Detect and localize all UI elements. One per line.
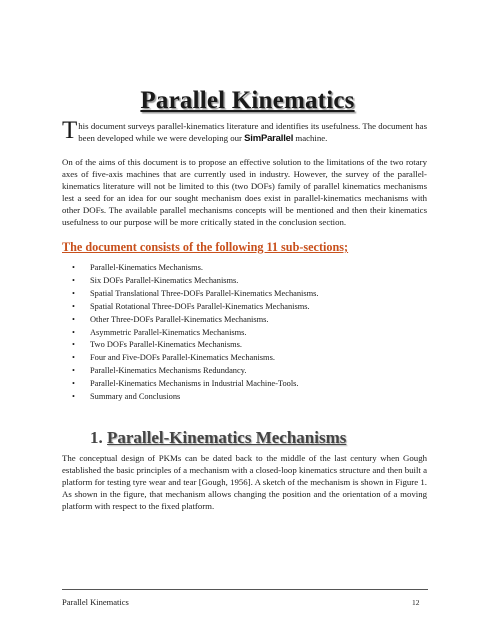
list-item-label: Asymmetric Parallel-Kinematics Mechanisms. [90, 327, 247, 337]
list-item [62, 288, 319, 301]
section-title: Parallel-Kinematics Mechanisms [107, 428, 347, 447]
list-item [62, 314, 319, 327]
list-item [62, 339, 319, 352]
subsections-heading: The document consists of the following 11 sub-sections; [62, 240, 349, 254]
intro-text-end: machine. [293, 133, 328, 143]
list-item-label: Six DOFs Parallel-Kinematics Mechanisms. [90, 275, 239, 285]
drop-cap: T [62, 117, 78, 144]
list-item [62, 262, 319, 275]
list-item [62, 391, 319, 404]
subsections-list [62, 262, 319, 404]
page-number: 12 [412, 598, 420, 607]
list-item-label: Two DOFs Parallel-Kinematics Mechanisms. [90, 340, 242, 350]
bullet-icon: • [72, 366, 75, 376]
footer-divider [62, 589, 428, 590]
bullet-icon: • [72, 275, 75, 285]
list-item [62, 275, 319, 288]
aims-paragraph: On of the aims of this document is to propose an effective solution to the limitations of the two rotary axes of five-axis machines that are currently used in industry. However, the survey of the parallel-kinematics literature will not be limited to this (two DOFs) family of parallel kinematics mechanisms lest a seed for an idea for our sought mechanism does exist in parallel-kinematics mechanisms with other DOFs. The available parallel mechanisms concepts will be mentioned and then their kinematics usefulness to our purpose will be more critically stated in the conclusion section. [62, 157, 427, 227]
section-number: 1. [90, 428, 103, 447]
footer-title: Parallel Kinematics [62, 597, 129, 607]
bullet-icon: • [72, 314, 75, 324]
list-item-label: Parallel-Kinematics Mechanisms. [90, 263, 204, 272]
intro-paragraph [62, 117, 427, 145]
page-title: Parallel Kinematics [140, 86, 355, 114]
bullet-icon: • [72, 263, 75, 272]
list-item-label: Summary and Conclusions [90, 392, 181, 402]
bullet-icon: • [72, 392, 75, 402]
list-item [62, 301, 319, 314]
simparallel-logo: SimParallel [244, 133, 294, 144]
list-item-label: Spatial Rotational Three-DOFs Parallel-Kinematics Mechanisms. [90, 301, 310, 311]
list-item [62, 352, 319, 365]
list-item [62, 378, 319, 391]
list-item-label: Spatial Translational Three-DOFs Parallel-Kinematics Mechanisms. [90, 288, 319, 298]
list-item [62, 365, 319, 378]
intro-text: his document surveys parallel-kinematics literature and identifies its usefulness. The document has been developed while we were developing our [78, 121, 427, 143]
bullet-icon: • [72, 379, 75, 389]
list-item-label: Parallel-Kinematics Mechanisms Redundancy. [90, 366, 247, 376]
list-item-label: Parallel-Kinematics Mechanisms in Industrial Machine-Tools. [90, 379, 299, 389]
bullet-icon: • [72, 327, 75, 337]
bullet-icon: • [72, 288, 75, 298]
bullet-icon: • [72, 340, 75, 350]
bullet-icon: • [72, 353, 75, 363]
list-item [62, 327, 319, 340]
list-item-label: Four and Five-DOFs Parallel-Kinematics Mechanisms. [90, 353, 275, 363]
list-item-label: Other Three-DOFs Parallel-Kinematics Mechanisms. [90, 314, 269, 324]
section-1-body: The conceptual design of PKMs can be dated back to the middle of the last century when Gough established the basic principles of a mechanism with a closed-loop kinematics structure and then built a platform for testing tyre wear and tear [Gough, 1956]. A sketch of the mechanism is shown in Figure 1. As shown in the figure, that mechanism allows changing the position and the orientation of a moving platform with respect to the fixed platform. [62, 453, 427, 511]
section-1-heading [90, 428, 346, 448]
bullet-icon: • [72, 301, 75, 311]
